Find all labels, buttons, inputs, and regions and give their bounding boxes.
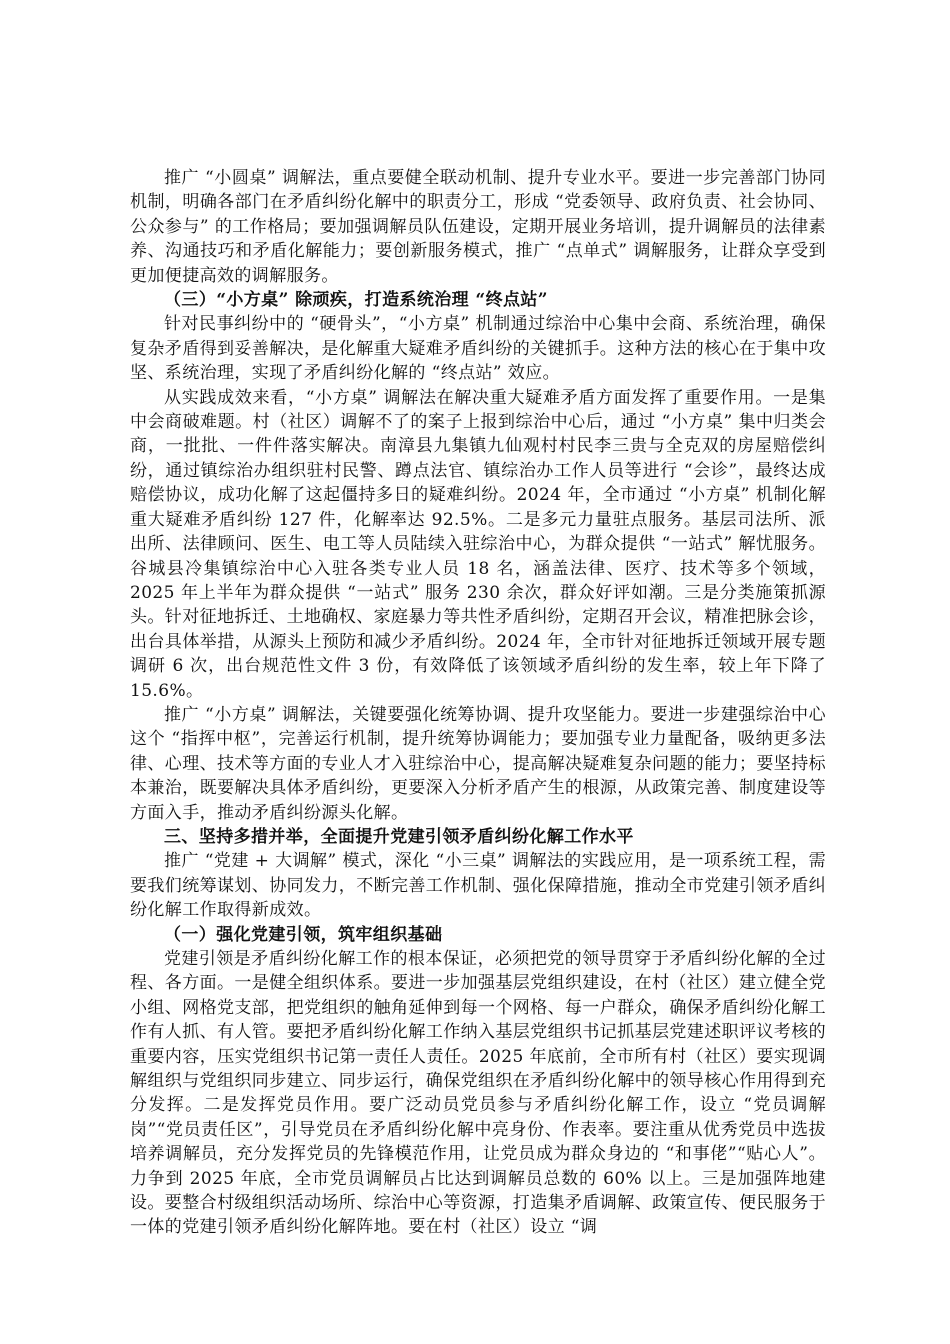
section-heading-small-square-table: （三）“小方桌” 除顽疾，打造系统治理 “终点站” [164, 290, 548, 311]
paragraph-chapter-three-intro: 推广 “党建 + 大调解” 模式，深化 “小三桌” 调解法的实践应用，是一项系统工程，需要我们统筹谋划、协同发力，不断完善工作机制、强化保障措施，推动全市党建引领矛盾纠纷化解工作取得新成效。 [130, 851, 826, 921]
paragraph-square-table-results: 从实践成效来看，“小方桌” 调解法在解决重大疑难矛盾方面发挥了重要作用。一是集中会商破难题。村（社区）调解不了的案子上报到综治中心后，通过 “小方桌” 集中归类会商，一批批、一件件落实解决。南漳县九集镇九仙观村村民李三贵与全克双的房屋赔偿纠纷，通过镇综治办组织驻村民警、蹲点法官、镇综治办工作人员等进行 “会诊”，最终达成赔偿协议，成功化解了这起僵持多日的疑难纠纷。2024 年，全市通过 “小方桌” 机制化解重大疑难矛盾纠纷 127 件，化解率达 92.5%。二是多元力量驻点服务。基层司法所、派出所、法律顾问、医生、电工等人员陆续入驻综治中心，为群众提供 “一站式” 解忧服务。谷城县冷集镇综治中心入驻各类专业人员 18 名，涵盖法律、医疗、技术等多个领域，2025 年上半年为群众提供 “一站式” 服务 230 余次，群众好评如潮。三是分类施策抓源头。针对征地拆迁、土地确权、家庭暴力等共性矛盾纠纷，定期召开会议，精准把脉会诊，出台具体举措，从源头上预防和减少矛盾纠纷。2024 年，全市针对征地拆迁领域开展专题调研 6 次，出台规范性文件 3 份，有效降低了该领域矛盾纠纷的发生率，较上年下降了 15.6%。 [130, 387, 826, 701]
document-page [130, 166, 826, 1240]
section-heading-party-leadership: （一）强化党建引领，筑牢组织基础 [164, 924, 443, 945]
paragraph-square-table-intro: 针对民事纠纷中的 “硬骨头”，“小方桌” 机制通过综治中心集中会商、系统治理，确保复杂矛盾得到妥善解决，是化解重大疑难矛盾纠纷的关键抓手。这种方法的核心在于集中攻坚、系统治理，实现了矛盾纠纷化解的 “终点站” 效应。 [130, 314, 826, 384]
paragraph-square-table-promotion: 推广 “小方桌” 调解法，关键要强化统筹协调、提升攻坚能力。要进一步建强综治中心这个 “指挥中枢”，完善运行机制，提升统筹协调能力；要加强专业力量配备，吸纳更多法律、心理、技术等方面的专业人才入驻综治中心，提高解决疑难复杂问题的能力；要坚持标本兼治，既要解决具体矛盾纠纷，更要深入分析矛盾产生的根源，从政策完善、制度建设等方面入手，推动矛盾纠纷源头化解。 [130, 704, 826, 823]
paragraph-party-leadership: 党建引领是矛盾纠纷化解工作的根本保证，必须把党的领导贯穿于矛盾纠纷化解的全过程、各方面。一是健全组织体系。要进一步加强基层党组织建设，在村（社区）建立健全党小组、网格党支部，把党组织的触角延伸到每一个网格、每一户群众，确保矛盾纠纷化解工作有人抓、有人管。要把矛盾纠纷化解工作纳入基层党组织书记抓基层党建述职评议考核的重要内容，压实党组织书记第一责任人责任。2025 年底前，全市所有村（社区）要实现调解组织与党组织同步建立、同步运行，确保党组织在矛盾纠纷化解中的领导核心作用得到充分发挥。二是发挥党员作用。要广泛动员党员参与矛盾纠纷化解工作，设立 “党员调解岗”“党员责任区”，引导党员在矛盾纠纷化解中亮身份、作表率。要注重从优秀党员中选拔培养调解员，充分发挥党员的先锋模范作用，让党员成为群众身边的 “和事佬”“贴心人”。力争到 2025 年底，全市党员调解员占比达到调解员总数的 60% 以上。三是加强阵地建设。要整合村级组织活动场所、综治中心等资源，打造集矛盾调解、政策宣传、便民服务于一体的党建引领矛盾纠纷化解阵地。要在村（社区）设立 “调 [130, 949, 826, 1238]
paragraph-small-round-table-promotion: 推广 “小圆桌” 调解法，重点要健全联动机制、提升专业水平。要进一步完善部门协同机制，明确各部门在矛盾纠纷化解中的职责分工，形成 “党委领导、政府负责、社会协同、公众参与” 的工作格局；要加强调解员队伍建设，定期开展业务培训，提升调解员的法律素养、沟通技巧和矛盾化解能力；要创新服务模式，推广 “点单式” 调解服务，让群众享受到更加便捷高效的调解服务。 [130, 168, 826, 286]
chapter-heading-three: 三、坚持多措并举，全面提升党建引领矛盾纠纷化解工作水平 [164, 826, 634, 847]
